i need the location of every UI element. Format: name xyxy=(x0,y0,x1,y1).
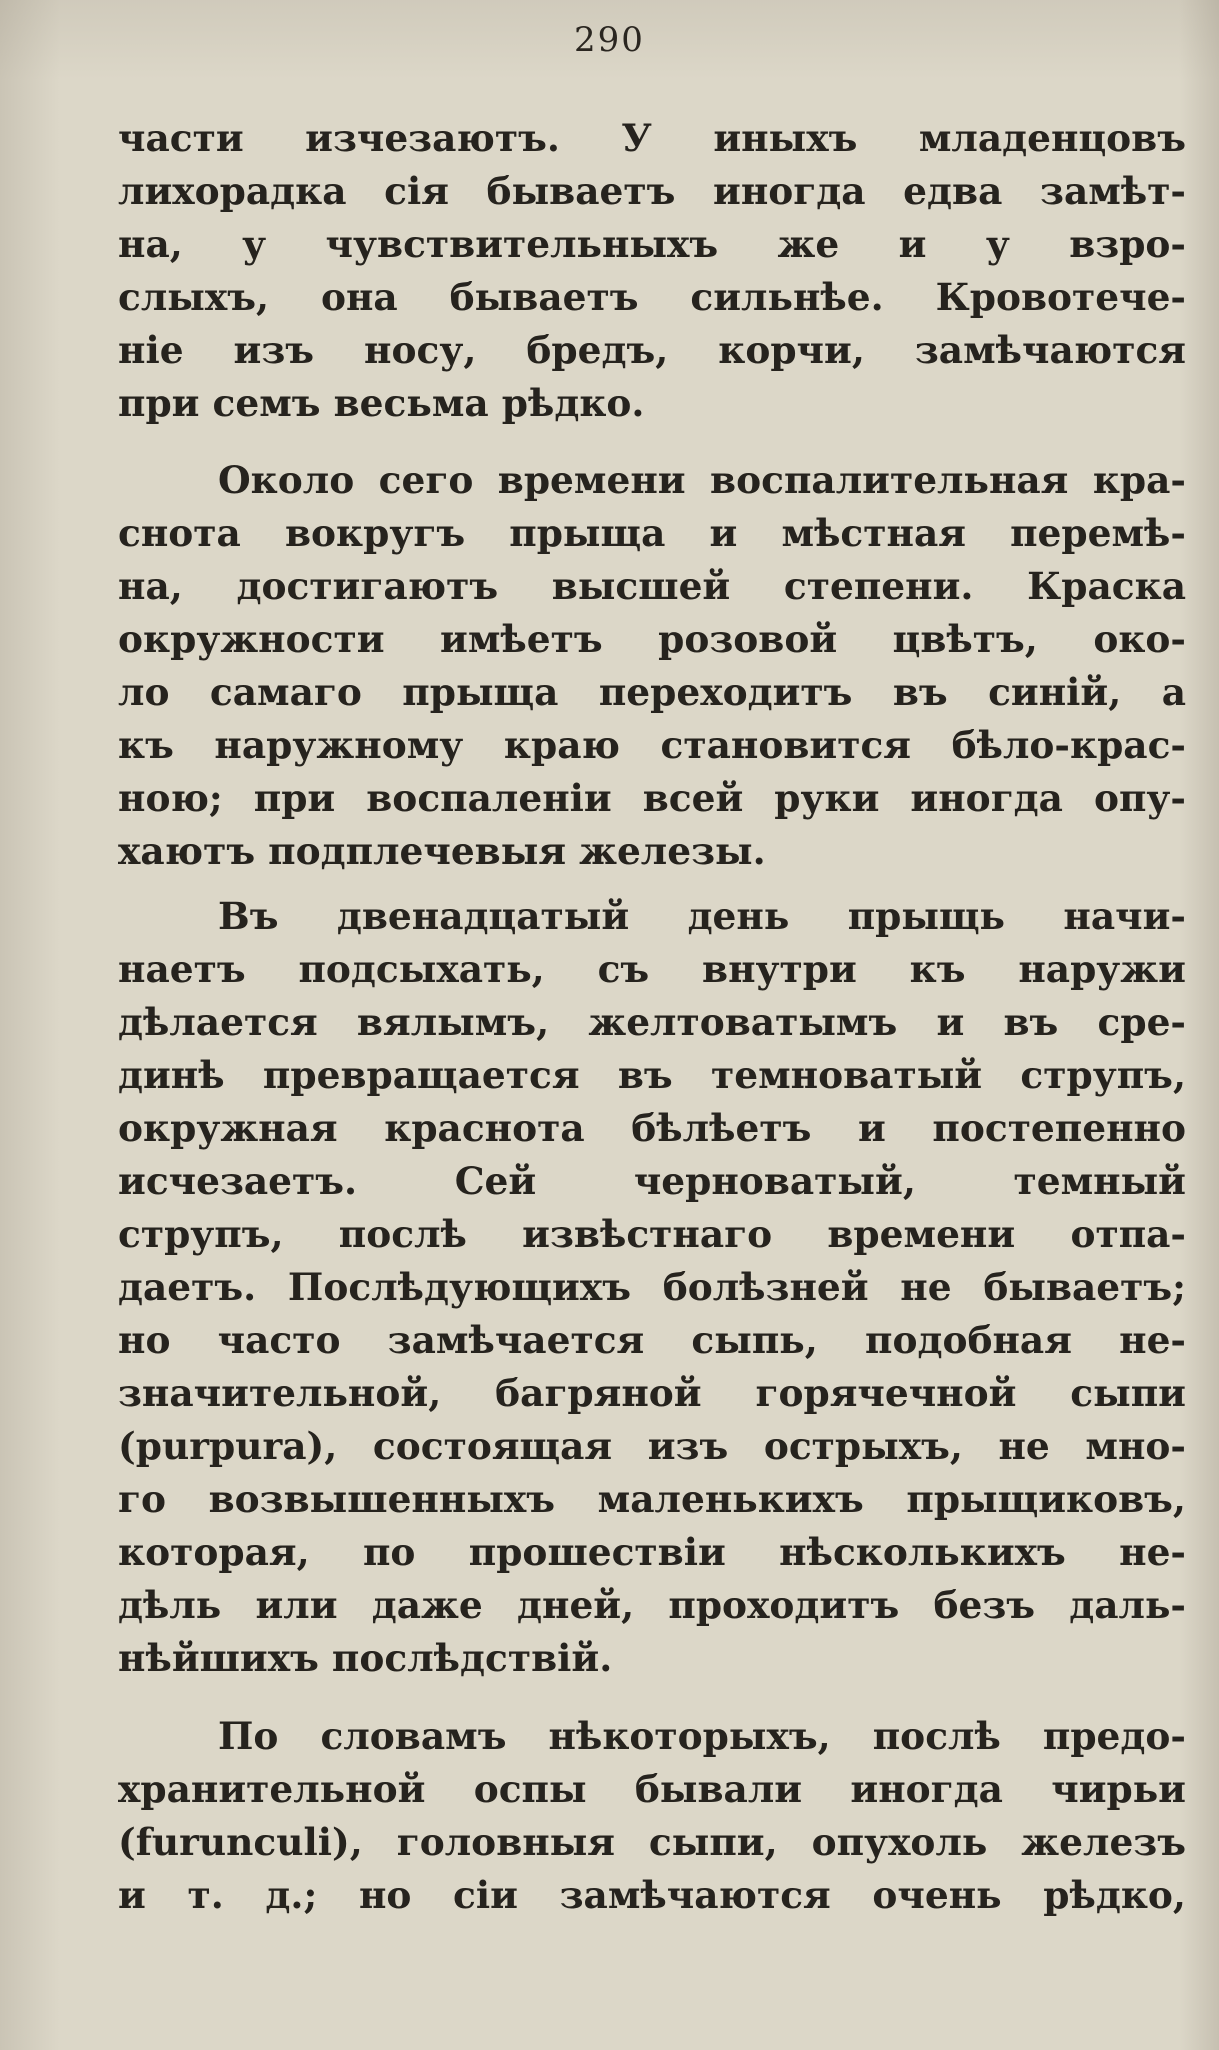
text-line: ло самаго прыща переходитъ въ синій, а xyxy=(118,670,1186,714)
text-line: нѣйшихъ послѣдствій. xyxy=(118,1636,613,1680)
text-line: (purpura), состоящая изъ острыхъ, не мно- xyxy=(118,1424,1186,1468)
text-line: на, у чувствительныхъ же и у взро- xyxy=(118,222,1186,266)
text-line: наетъ подсыхать, съ внутри къ наружи xyxy=(118,947,1186,991)
text-line: слыхъ, она бываетъ сильнѣе. Кровотече- xyxy=(118,275,1186,319)
text-line: го возвышенныхъ маленькихъ прыщиковъ, xyxy=(118,1477,1186,1521)
paragraph-2 xyxy=(118,454,1186,878)
text-line: хранительной оспы бывали иногда чирьи xyxy=(118,1767,1186,1811)
text-line: динѣ превращается въ темноватый струпъ, xyxy=(118,1053,1186,1097)
paragraph-1 xyxy=(118,112,1186,430)
text-line: но часто замѣчается сыпь, подобная не- xyxy=(118,1318,1186,1362)
text-line: ною; при воспаленіи всей руки иногда опу- xyxy=(118,776,1186,820)
text-line: дѣлается вялымъ, желтоватымъ и въ сре- xyxy=(118,1000,1186,1044)
text-line: Въ двенадцатый день прыщь начи- xyxy=(218,894,1186,938)
text-line: (furunculi), головныя сыпи, опухоль железъ xyxy=(118,1820,1186,1864)
page-number: 290 xyxy=(574,20,645,60)
text-line: исчезаетъ. Сей черноватый, темный xyxy=(118,1159,1186,1203)
text-line: ніе изъ носу, бредъ, корчи, замѣчаются xyxy=(118,328,1186,372)
paragraph-3 xyxy=(118,890,1186,1685)
text-line: части изчезаютъ. У иныхъ младенцовъ xyxy=(118,116,1186,160)
paragraph-4 xyxy=(118,1710,1186,1922)
text-line: снота вокругъ прыща и мѣстная перемѣ- xyxy=(118,511,1186,555)
text-line: при семъ весьма рѣдко. xyxy=(118,381,645,425)
text-line: на, достигаютъ высшей степени. Краска xyxy=(118,564,1186,608)
text-line: струпъ, послѣ извѣстнаго времени отпа- xyxy=(118,1212,1186,1256)
text-line: къ наружному краю становится бѣло-крас- xyxy=(118,723,1186,767)
text-line: окружная краснота бѣлѣетъ и постепенно xyxy=(118,1106,1186,1150)
text-line: Около сего времени воспалительная кра- xyxy=(218,458,1186,502)
text-line: По словамъ нѣкоторыхъ, послѣ предо- xyxy=(218,1714,1186,1758)
text-line: значительной, багряной горячечной сыпи xyxy=(118,1371,1186,1415)
text-line: даетъ. Послѣдующихъ болѣзней не бываетъ; xyxy=(118,1265,1186,1309)
text-line: окружности имѣетъ розовой цвѣтъ, око- xyxy=(118,617,1186,661)
text-line: которая, по прошествіи нѣсколькихъ не- xyxy=(118,1530,1186,1574)
text-line: и т. д.; но сіи замѣчаются очень рѣдко, xyxy=(118,1873,1186,1917)
text-line: хаютъ подплечевыя железы. xyxy=(118,829,766,873)
text-line: лихорадка сія бываетъ иногда едва замѣт- xyxy=(118,169,1186,213)
text-line: дѣль или даже дней, проходитъ безъ даль- xyxy=(118,1583,1186,1627)
